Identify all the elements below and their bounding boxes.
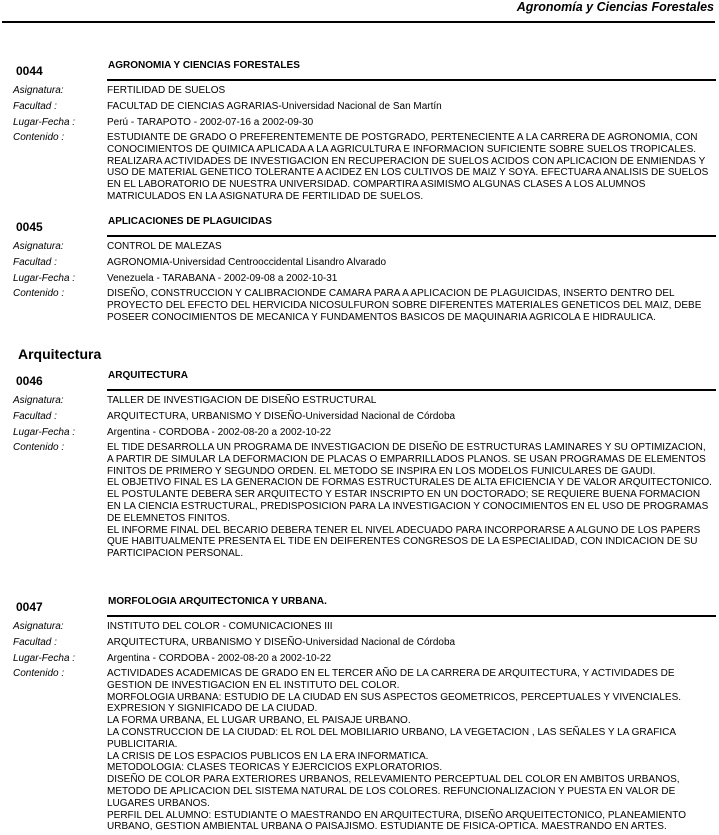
asignatura-label: Asignatura:	[13, 395, 64, 406]
lugar-fecha-value: Perú - TARAPOTO - 2002-07-16 a 2002-09-30	[107, 117, 314, 128]
contenido-label: Contenido :	[13, 668, 65, 679]
lugar-fecha-label: Lugar-Fecha :	[13, 653, 76, 664]
entry-divider	[107, 615, 716, 617]
lugar-fecha-label: Lugar-Fecha :	[13, 273, 76, 284]
section-heading: Arquitectura	[18, 346, 102, 362]
entry-number: 0046	[16, 374, 43, 388]
facultad-label: Facultad :	[13, 257, 57, 268]
contenido-label: Contenido :	[13, 288, 65, 299]
contenido-paragraph: DISEÑO DE COLOR PARA EXTERIORES URBANOS, RELEVAMIENTO PERCEPTUAL DEL COLOR EN AMBITOS URBANOS, METODO DE APLICACION DEL SISTEMA NATURAL DE LOS COLORES. REFUNCIONALIZACION Y PUESTA EN VALOR DE LUGARES URBANOS.	[107, 774, 680, 809]
contenido-paragraph: DISEÑO, CONSTRUCCION Y CALIBRACIONDE CAMARA PARA A APLICACION DE PLAGUICIDAS, INSERTO DENTRO DEL PROYECTO DEL EFECTO DEL HERVICIDA NICOSULFURON SOBRE DIFERENTES MATERIALES GENETICOS DEL MAIZ, DEBE POSEER CONOCIMIENTOS DE MECANICA Y FUNDAMENTOS BASICOS DE MAQUINARIA AGRICOLA E HIDRAULICA.	[107, 288, 702, 323]
contenido-paragraph: MORFOLOGIA URBANA: ESTUDIO DE LA CIUDAD EN SUS ASPECTOS GEOMETRICOS, PERCEPTUALES Y VIVENCIALES. EXPRESION Y SIGNIFICADO DE LA CIUDAD.	[107, 691, 682, 715]
facultad-value: FACULTAD DE CIENCIAS AGRARIAS-Universidad Nacional de San Martín	[107, 101, 442, 112]
lugar-fecha-value: Argentina - CORDOBA - 2002-08-20 a 2002-10-22	[107, 427, 332, 438]
contenido-paragraph: EL TIDE DESARROLLA UN PROGRAMA DE INVESTIGACION DE DISEÑO DE ESTRUCTURAS LAMINARES Y SU OPTIMIZACION, A PARTIR DE SIMULAR LA DEFORMACION DE PLACAS O EMPARRILLADOS PLANOS. SE USAN PROGRAMAS DE ELEMENTOS FINITOS DE PRIMERO Y SEGUNDO ORDEN. EL METODO SE INSPIRA EN LOS MODELOS FUNICULARES DE GAUDI.	[107, 442, 706, 477]
entry-number: 0044	[16, 64, 43, 78]
entry-title: AGRONOMIA Y CIENCIAS FORESTALES	[108, 60, 300, 71]
contenido-label: Contenido :	[13, 132, 65, 143]
lugar-fecha-label: Lugar-Fecha :	[13, 427, 76, 438]
facultad-label: Facultad :	[13, 411, 57, 422]
facultad-label: Facultad :	[13, 101, 57, 112]
contenido-paragraph: LA CONSTRUCCION DE LA CIUDAD: EL ROL DEL MOBILIARIO URBANO, LA VEGETACION , LAS SEÑALES Y LA GRAFICA PUBLICITARIA.	[107, 726, 676, 750]
asignatura-label: Asignatura:	[13, 621, 64, 632]
contenido-value	[107, 288, 713, 323]
contenido-paragraph: EL OBJETIVO FINAL ES LA GENERACION DE FORMAS ESTRUCTURALES DE ALTA EFICIENCIA Y DE VALOR ARQUITECTONICO.	[107, 477, 712, 489]
lugar-fecha-value: Venezuela - TARABANA - 2002-09-08 a 2002-10-31	[107, 273, 338, 284]
facultad-value: ARQUITECTURA, URBANISMO Y DISEÑO-Universidad Nacional de Córdoba	[107, 411, 456, 422]
facultad-value: AGRONOMIA-Universidad Centrooccidental Lisandro Alvarado	[107, 257, 387, 268]
contenido-paragraph: EL INFORME FINAL DEL BECARIO DEBERA TENER EL NIVEL ADECUADO PARA INCORPORARSE A ALGUNO DE LOS PAPERS QUE HABITUALMENTE PRESENTA EL TIDE EN DEIFERENTES CONGRESOS DE LA ESPECIALIDAD, CON INDICACION DE SU PARTICIPACION PERSONAL.	[107, 524, 701, 560]
lugar-fecha-label: Lugar-Fecha :	[13, 117, 76, 128]
entry-number: 0045	[16, 220, 43, 234]
asignatura-value: CONTROL DE MALEZAS	[107, 241, 222, 252]
contenido-value	[107, 132, 713, 203]
entry-divider	[107, 79, 716, 81]
asignatura-value: TALLER DE INVESTIGACION DE DISEÑO ESTRUCTURAL	[107, 395, 377, 406]
asignatura-value: FERTILIDAD DE SUELOS	[107, 85, 226, 96]
contenido-label: Contenido :	[13, 442, 65, 453]
contenido-paragraph: LA CRISIS DE LOS ESPACIOS PUBLICOS EN LA ERA INFORMATICA.	[107, 750, 429, 762]
entry-divider	[107, 389, 716, 391]
contenido-value	[107, 668, 713, 833]
contenido-paragraph: EL POSTULANTE DEBERA SER ARQUITECTO Y ESTAR INSCRIPTO EN UN DOCTORADO; SE REQUIERE BUENA FORMACION EN LA CIENCIA ESTRUCTURAL, PREDISPOSICION PARA LA INVESTIGACION Y CONOCIMIENTOS EN EL USO DE PROGRAMAS DE ELEMNETOS FINITOS.	[107, 489, 709, 524]
contenido-paragraph: ACTIVIDADES ACADEMICAS DE GRADO EN EL TERCER AÑO DE LA CARRERA DE ARQUITECTURA, Y ACTIVIDADES DE GESTION DE INVESTIGACION EN EL INSTITUTO DEL COLOR.	[107, 668, 675, 691]
contenido-paragraph: PERFIL DEL ALUMNO: ESTUDIANTE O MAESTRANDO EN ARQUITECTURA, DISEÑO ARQUEITECTONICO, PLANEAMIENTO URBANO, GESTION AMBIENTAL URBANA O PAISAJISMO. ESTUDIANTE DE FISICA-OPTICA. MAESTRANDO EN ARTES.	[107, 809, 686, 833]
contenido-paragraph: ESTUDIANTE DE GRADO O PREFERENTEMENTE DE POSTGRADO, PERTENECIENTE A LA CARRERA DE AGRONOMIA, CON CONOCIMIENTOS DE QUIMICA APLICADA A LA AGRICULTURA E INFORMACION SUFICIENTE SOBRE SUELOS TROPICALES. REALIZARA ACTIVIDADES DE INVESTIGACION EN RECUPERACION DE SUELOS ACIDOS CON APLICACION DE ENMIENDAS Y USO DE MATERIAL GENETICO TOLERANTE A ACIDEZ EN LOS CULTIVOS DE MAIZ Y SOYA. EFECTUARA ANALISIS DE SUELOS EN EL LABORATORIO DE NUESTRA UNIVERSIDAD. COMPARTIRA ASIMISMO ALGUNAS CLASES A LOS ALUMNOS MATRICULADOS EN LA ASIGNATURA DE FERTILIDAD DE SUELOS.	[107, 132, 709, 202]
asignatura-value: INSTITUTO DEL COLOR - COMUNICACIONES III	[107, 621, 333, 632]
contenido-value	[107, 442, 713, 560]
lugar-fecha-value: Argentina - CORDOBA - 2002-08-20 a 2002-10-22	[107, 653, 332, 664]
entry-title: ARQUITECTURA	[108, 370, 188, 381]
header-divider	[2, 21, 715, 23]
entry-number: 0047	[16, 600, 43, 614]
facultad-label: Facultad :	[13, 637, 57, 648]
entry-title: MORFOLOGIA ARQUITECTONICA Y URBANA.	[108, 596, 327, 607]
asignatura-label: Asignatura:	[13, 85, 64, 96]
entry-divider	[107, 235, 716, 237]
contenido-paragraph: LA FORMA URBANA, EL LUGAR URBANO, EL PAISAJE URBANO.	[107, 715, 411, 727]
page-header-title: Agronomía y Ciencias Forestales	[516, 0, 714, 14]
contenido-paragraph: METODOLOGIA: CLASES TEORICAS Y EJERCICIOS EXPLORATORIOS.	[107, 762, 443, 774]
facultad-value: ARQUITECTURA, URBANISMO Y DISEÑO-Universidad Nacional de Córdoba	[107, 637, 456, 648]
asignatura-label: Asignatura:	[13, 241, 64, 252]
entry-title: APLICACIONES DE PLAGUICIDAS	[108, 216, 272, 227]
